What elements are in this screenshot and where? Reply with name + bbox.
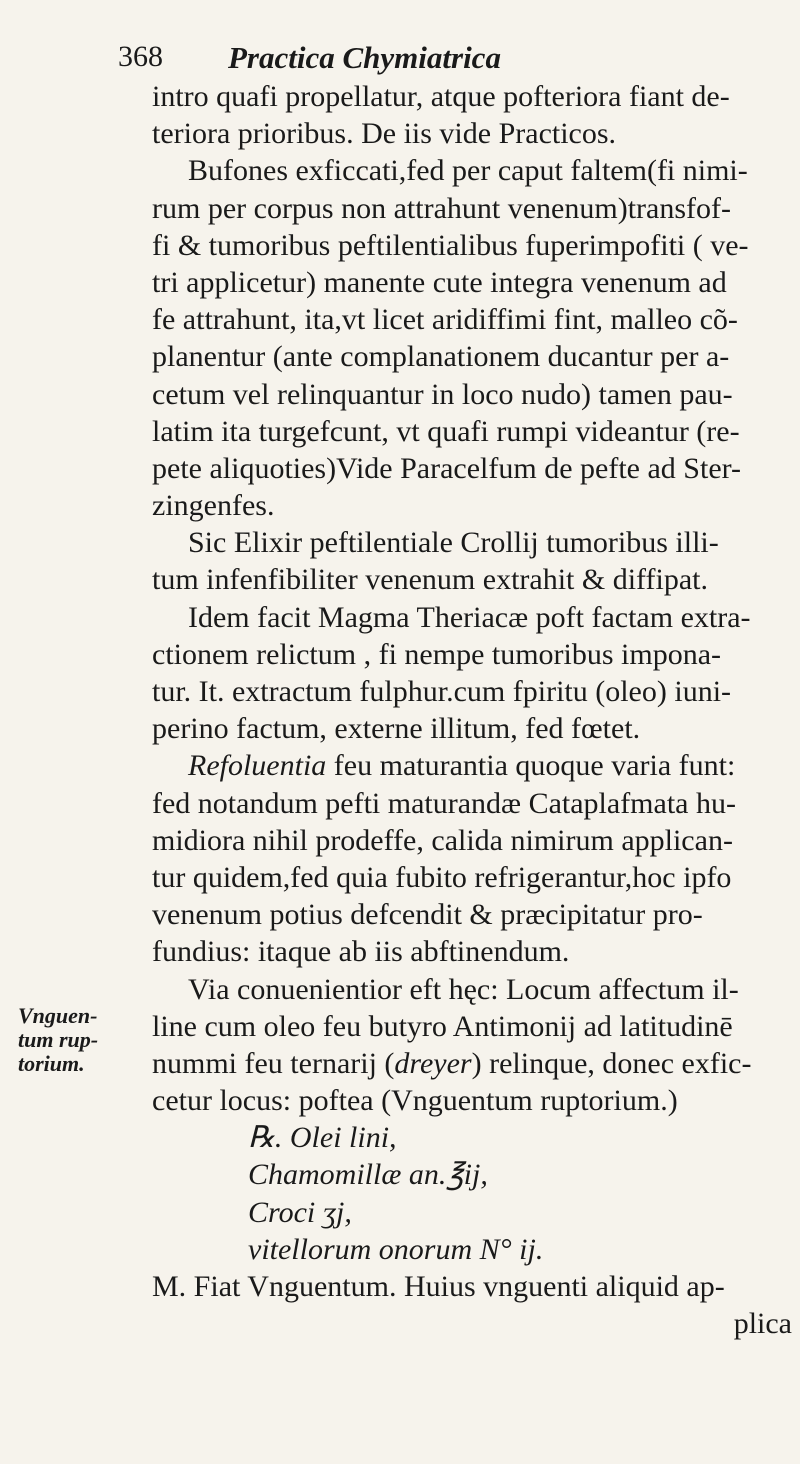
text-line: pete aliquoties)Vide Paracelfum de pefte ad Ster- [152, 451, 742, 485]
text-line: zingenfes. [152, 489, 275, 523]
text-line: midiora nihil prodeffe, calida nimirum applican- [152, 823, 733, 857]
text-line: line cum oleo feu butyro Antimonij ad latitudinē [152, 1009, 733, 1043]
text-line: fed notandum pefti maturandæ Cataplafmata hu- [152, 786, 736, 820]
margin-note-line: Vnguen- [18, 1003, 98, 1028]
text-line: tur. It. extractum fulphur.cum fpiritu (oleo) iuni- [152, 675, 732, 708]
text-line: Idem facit Magma Theriacæ poft factam extra- [188, 600, 751, 634]
text-line: cetum vel relinquantur in loco nudo) tamen pau- [152, 377, 733, 411]
page-number: 368 [118, 40, 163, 73]
recipe-line: vitellorum onorum N° ij. [248, 1232, 544, 1266]
italic-term: dreyer [394, 1046, 472, 1080]
text-line: venenum potius defcendit & præcipitatur pro- [152, 898, 703, 932]
text-line: ctionem relictum , fi nempe tumoribus impona- [152, 637, 722, 671]
text-line: tum infenfibiliter venenum extrahit & diffipat. [152, 563, 708, 597]
text-line: rum per corpus non attrahunt venenum)transfof- [152, 191, 731, 225]
text-line: cetur locus: poftea (Vnguentum ruptorium.) [152, 1084, 678, 1118]
text-line: intro quafi propellatur, atque pofteriora fiant de- [152, 80, 730, 113]
recipe-line: Chamomillæ an.℥ij, [248, 1158, 488, 1192]
text-line: Via conuenientior eft hęc: Locum affectum il- [188, 972, 739, 1006]
text-line: teriora prioribus. De iis vide Practicos. [152, 117, 617, 151]
margin-note [18, 1004, 136, 1076]
recipe-line: ℞. Olei lini, [248, 1121, 397, 1155]
text-line: fi & tumoribus peftilentialibus fuperimpofiti ( ve- [152, 228, 749, 262]
text-line: fe attrahunt, ita,vt licet aridiffimi fint, malleo cõ- [152, 303, 738, 337]
text-line: perino factum, externe illitum, fed fœtet. [152, 712, 641, 746]
text-line: tur quidem,fed quia fubito refrigerantur,hoc ipfo [152, 860, 732, 894]
text-line: Refoluentia feu maturantia quoque varia funt: [188, 749, 736, 783]
text-line: M. Fiat Vnguentum. Huius vnguenti aliquid ap- [152, 1270, 725, 1303]
recipe-line: Croci ʒj, [248, 1195, 352, 1229]
italic-term: Refoluentia [188, 749, 327, 783]
text-line: Sic Elixir peftilentiale Crollij tumoribus illi- [188, 526, 719, 560]
margin-note-line: tum rup- [18, 1027, 99, 1052]
text-line: planentur (ante complanationem ducantur per a- [152, 340, 730, 374]
text-line: latim ita turgefcunt, vt quafi rumpi videantur (re- [152, 414, 740, 448]
text-line: tri applicetur) manente cute integra venenum ad [152, 265, 727, 299]
margin-note-line: torium. [18, 1051, 85, 1076]
text-line: fundius: itaque ab iis abftinendum. [152, 935, 570, 969]
text-line: nummi feu ternarij (dreyer) relinque, donec exfic- [152, 1046, 752, 1080]
body-text [152, 78, 792, 1342]
text-line: Bufones exficcati,fed per caput faltem(fi nimi- [188, 154, 748, 188]
catchword: plica [733, 1307, 792, 1341]
running-title: Practica Chymiatrica [228, 40, 501, 75]
